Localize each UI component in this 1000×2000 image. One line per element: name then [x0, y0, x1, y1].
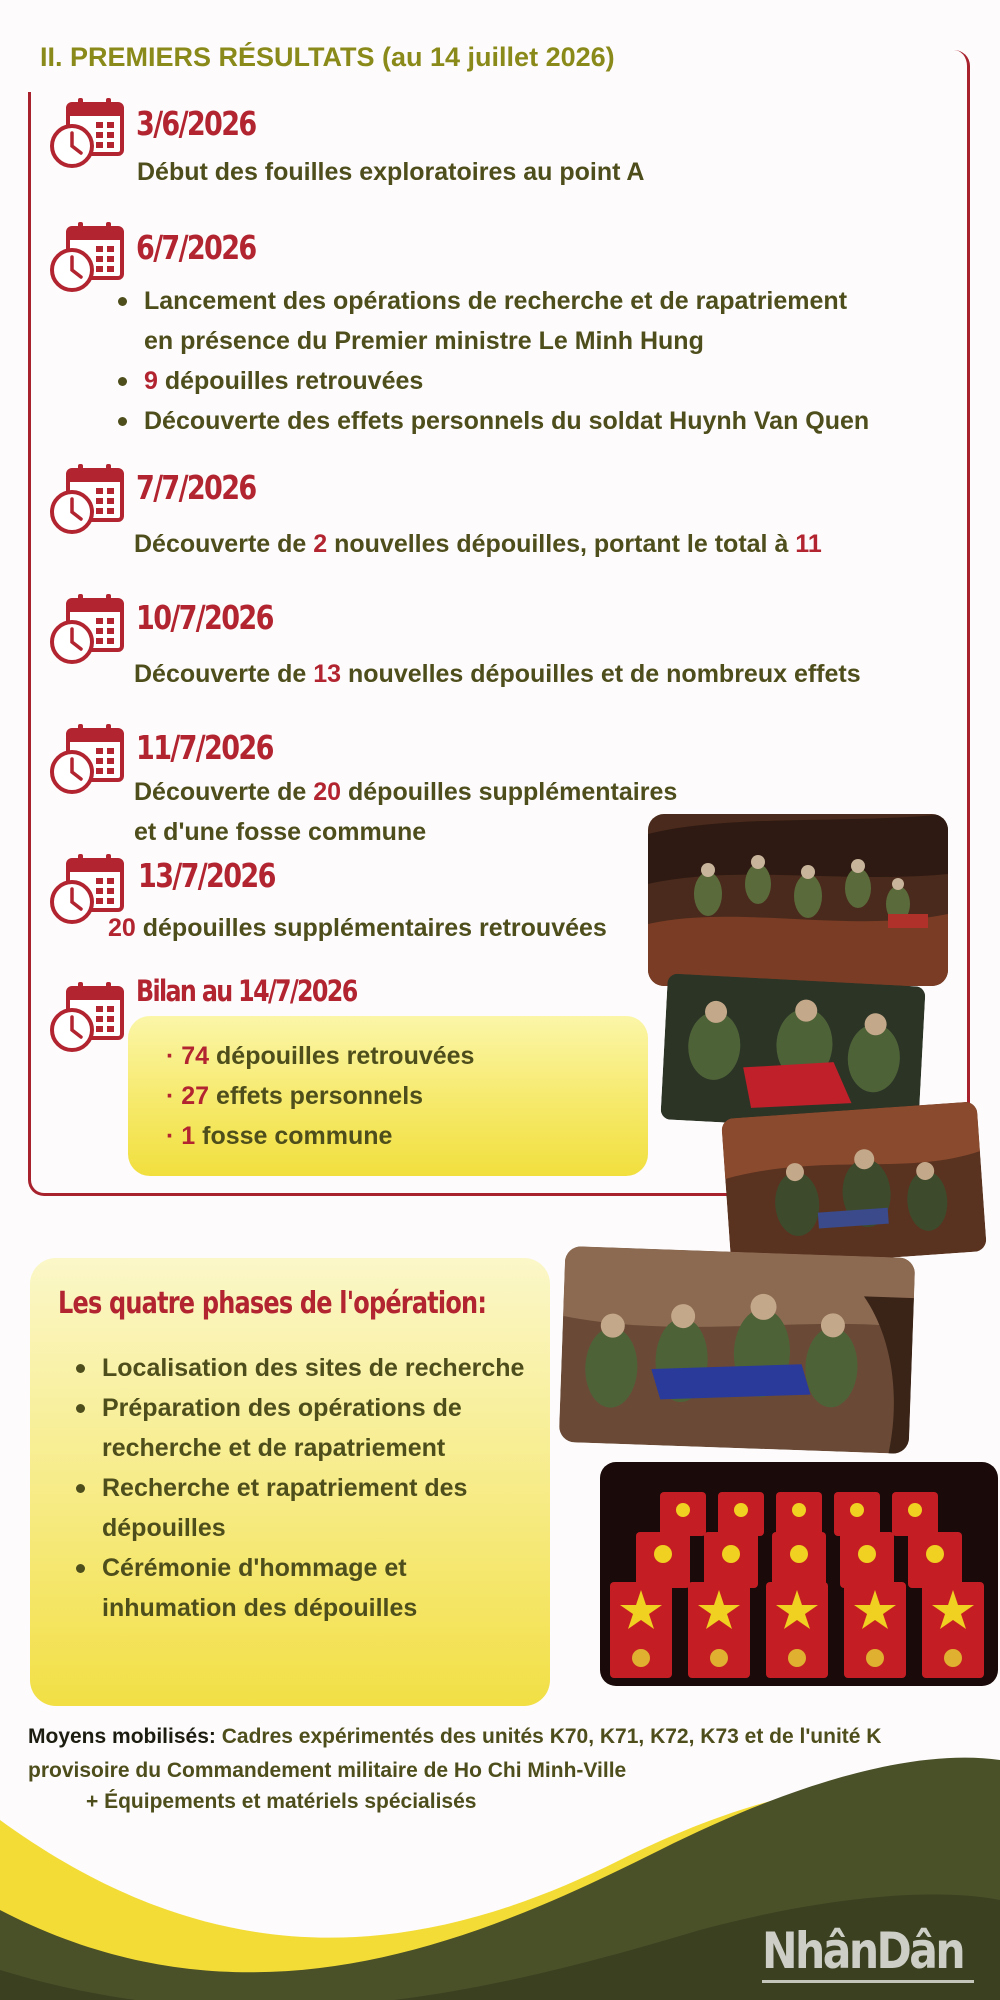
timeline-text: Découverte de 13 nouvelles dépouilles et de nombreux effets	[134, 660, 861, 688]
timeline-date: 3/6/2026	[136, 104, 256, 143]
bilan-title: Bilan au 14/7/2026	[136, 974, 357, 1008]
list-item: Localisation des sites de recherche	[72, 1348, 524, 1388]
timeline-date: 6/7/2026	[136, 228, 256, 267]
calendar-clock-icon	[48, 724, 126, 800]
resources-text: Moyens mobilisés: Cadres expérimentés des unités K70, K71, K72, K73 et de l'unité K provisoire du Commandement militaire de Ho Chi Minh-Ville	[28, 1725, 882, 1782]
timeline-date: 7/7/2026	[136, 468, 256, 507]
timeline-date: 10/7/2026	[136, 598, 273, 637]
timeline-bullets	[114, 281, 869, 441]
timeline-text: Découverte de 20 dépouilles supplémentaires et d'une fosse commune	[134, 778, 678, 846]
photo-trench	[721, 1101, 987, 1268]
calendar-clock-icon	[48, 982, 126, 1058]
phases-list	[72, 1348, 524, 1628]
photo-excavation	[648, 814, 948, 986]
bilan-item: · 74 dépouilles retrouvées	[166, 1042, 475, 1070]
photo-coffins-with-flags	[600, 1462, 998, 1686]
bilan-item: · 27 effets personnels	[166, 1082, 424, 1110]
bilan-item: · 1 fosse commune	[166, 1122, 393, 1150]
list-item: Découverte des effets personnels du soldat Huynh Van Quen	[114, 401, 869, 441]
list-item: Cérémonie d'hommage et inhumation des dépouilles	[72, 1548, 524, 1628]
timeline-text: Début des fouilles exploratoires au point A	[137, 158, 645, 186]
timeline-date: 11/7/2026	[136, 728, 273, 767]
calendar-clock-icon	[48, 594, 126, 670]
phases-title: Les quatre phases de l'opération:	[58, 1286, 487, 1321]
list-item: 9 dépouilles retrouvées	[114, 361, 869, 401]
list-item: Lancement des opérations de recherche et de rapatriement en présence du Premier ministre Le Minh Hung	[114, 281, 869, 361]
list-item: Recherche et rapatriement des dépouilles	[72, 1468, 524, 1548]
photo-soldiers-carrying	[559, 1246, 916, 1454]
timeline-date: 13/7/2026	[138, 856, 275, 895]
calendar-clock-icon	[48, 98, 126, 174]
timeline-text: Découverte de 2 nouvelles dépouilles, portant le total à 11	[134, 530, 822, 558]
nhandan-logo: NhânDân	[762, 1922, 964, 1980]
equipment-text: + Équipements et matériels spécialisés	[86, 1790, 477, 1813]
timeline-text: 20 dépouilles supplémentaires retrouvées	[108, 914, 607, 942]
list-item: Préparation des opérations de recherche et de rapatriement	[72, 1388, 524, 1468]
frame-gap	[26, 44, 32, 92]
section-title: II. PREMIERS RÉSULTATS (au 14 juillet 2026)	[40, 42, 615, 72]
logo-underline	[762, 1980, 974, 1983]
calendar-clock-icon	[48, 464, 126, 540]
